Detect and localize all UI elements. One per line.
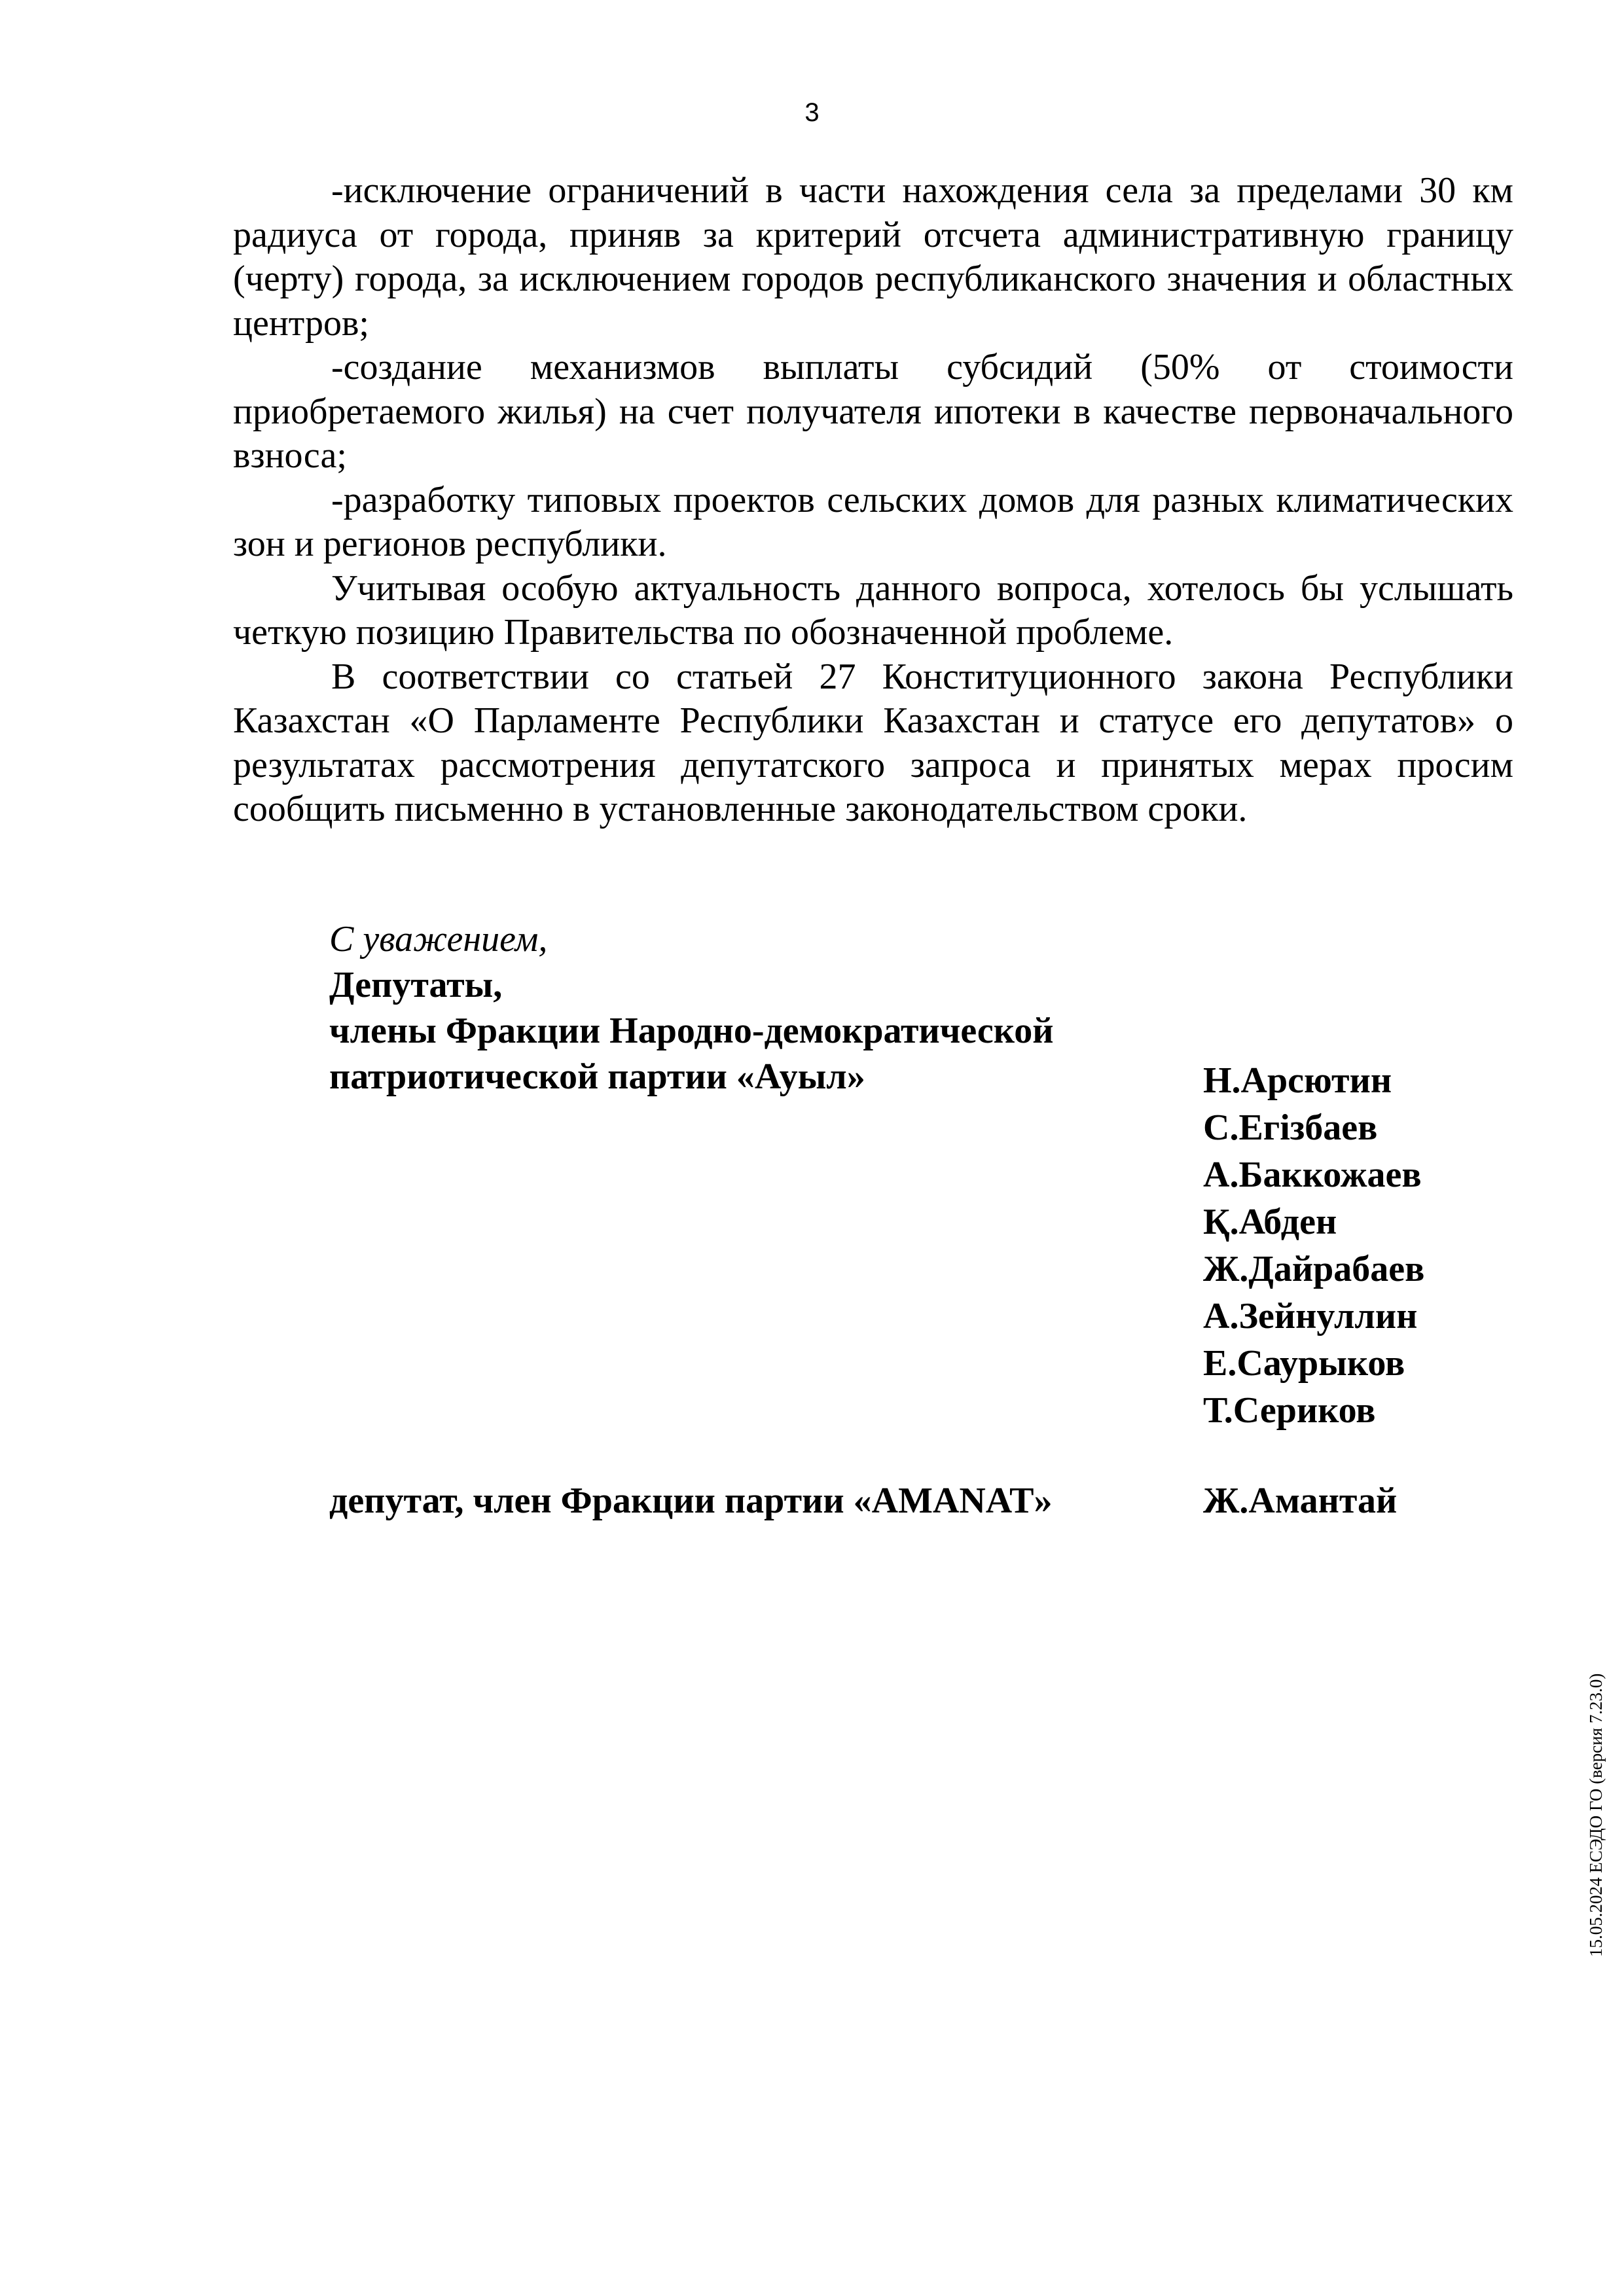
page-number: 3 — [804, 98, 820, 127]
paragraph-subsidies: -создание механизмов выплаты субсидий (50% от стоимости приобретаемого жилья) на счет получателя ипотеки в качестве первоначального взноса; — [233, 347, 1513, 476]
registration-stamp: 15.05.2024 ЕСЭДО ГО (версия 7.23.0) — [1586, 1673, 1606, 1957]
signers-list — [1203, 1057, 1596, 1434]
regards-line: С уважением, — [329, 919, 548, 960]
signer-name: А.Баккожаев — [1203, 1155, 1422, 1195]
amanat-signer-name: Ж.Амантай — [1203, 1480, 1398, 1521]
signer-name: А.Зейнуллин — [1203, 1296, 1418, 1336]
paragraph-house-projects: -разработку типовых проектов сельских домов для разных климатических зон и регионов республики. — [233, 479, 1513, 564]
document-body — [233, 169, 1513, 832]
signer-name: Ж.Дайрабаев — [1203, 1249, 1425, 1289]
paragraph-government-position: Учитывая особую актуальность данного вопроса, хотелось бы услышать четкую позицию Правительства по обозначенной проблеме. — [233, 567, 1513, 653]
signer-name: Т.Сериков — [1203, 1390, 1376, 1431]
faction-line-1: члены Фракции Народно-демократической — [329, 1011, 1054, 1051]
paragraph-constitutional-law: В соответствии со статьей 27 Конституционного закона Республики Казахстан «О Парламенте Республики Казахстан и статусе его депутатов» о результатах рассмотрения депутатского запроса и принятых мерах просим сообщить письменно в установленные законодательством сроки. — [233, 656, 1513, 829]
signer-name: Е.Саурыков — [1203, 1343, 1405, 1384]
paragraph-exclusion: -исключение ограничений в части нахождения села за пределами 30 км радиуса от города, приняв за критерий отсчета административную границу (черту) города, за исключением городов республиканского значения и областных центров; — [233, 170, 1513, 344]
amanat-faction-label: депутат, член Фракции партии «AMANAT» — [329, 1480, 1053, 1521]
signer-name: Н.Арсютин — [1203, 1060, 1392, 1101]
signer-name: Қ.Абден — [1203, 1202, 1337, 1242]
closing-block — [329, 916, 1180, 1100]
signer-name: С.Егізбаев — [1203, 1107, 1378, 1148]
deputies-line: Депутаты, — [329, 965, 503, 1005]
faction-line-2: патриотической партии «Ауыл» — [329, 1056, 865, 1097]
